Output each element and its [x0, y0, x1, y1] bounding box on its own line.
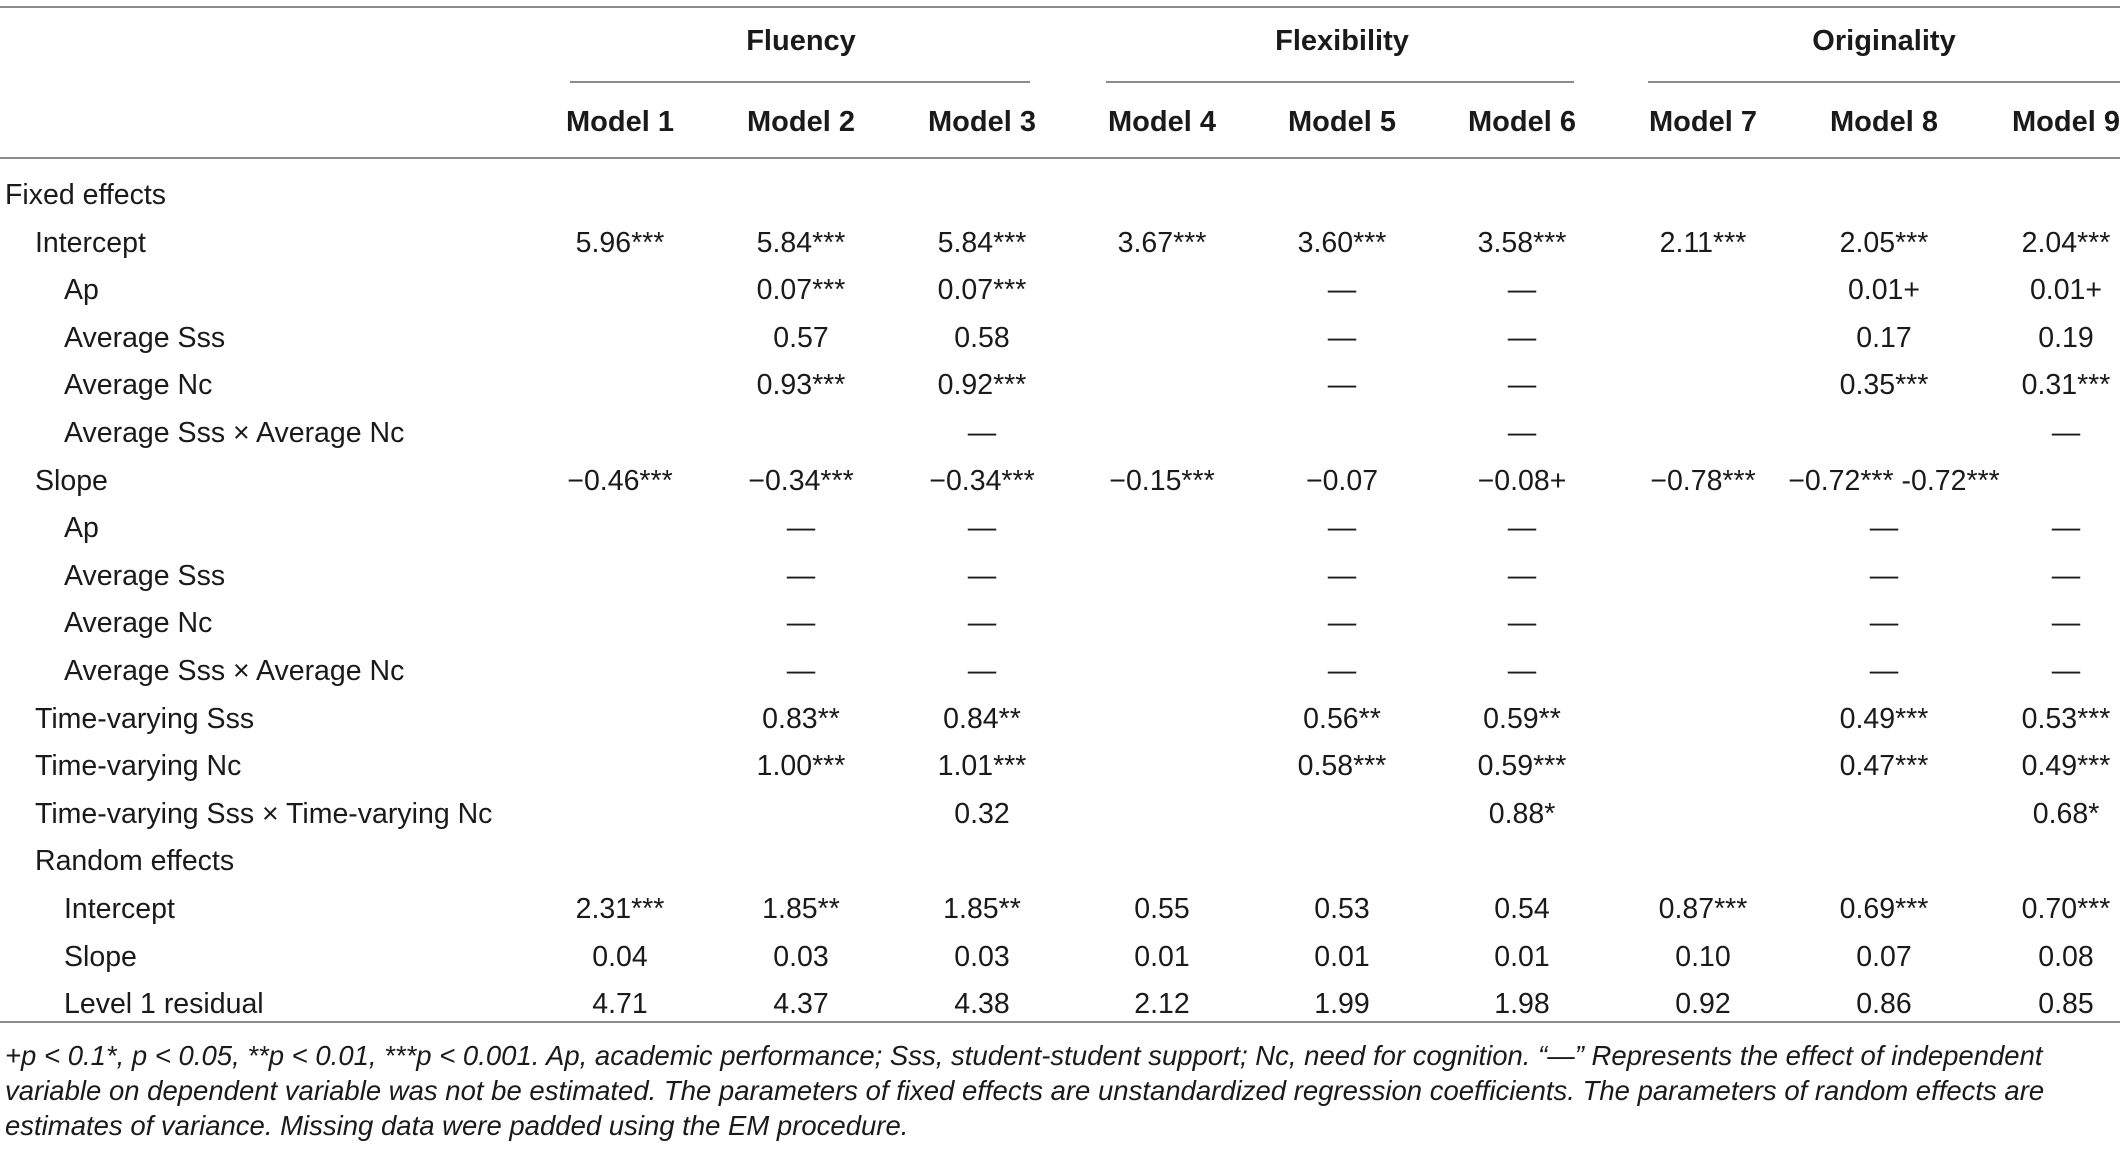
table-cell-model-3: 0.32: [954, 797, 1010, 830]
originality-group-line: [1648, 81, 2120, 83]
row-label: Ap: [64, 274, 99, 307]
table-cell-model-8: 0.01+: [1847, 274, 1921, 307]
table-cell-model-5: 3.60***: [1297, 226, 1387, 259]
table-cell-model-5: —: [1327, 559, 1357, 592]
row-label: Ap: [64, 512, 99, 545]
row-label: Average Sss: [64, 559, 226, 592]
table-cell-model-6: —: [1507, 559, 1537, 592]
table-cell-model-6: —: [1507, 607, 1537, 640]
table-cell-model-2: —: [786, 655, 816, 687]
model-header-5: Model 5: [1288, 106, 1396, 138]
table-cell-model-8: 0.35***: [1839, 369, 1929, 402]
table-cell-model-5: 0.58***: [1297, 750, 1387, 783]
table-cell-model-3: —: [967, 655, 997, 687]
table-cell-model-6: 0.54: [1494, 893, 1550, 925]
row-label: Average Sss: [64, 321, 226, 354]
table-cell-model-2: 0.07***: [756, 274, 846, 307]
table-cell-model-9: 0.68*: [2032, 797, 2100, 830]
table-cell-model-9: 0.70***: [2021, 893, 2111, 925]
table-cell-model-9: —: [2051, 607, 2081, 640]
table-top-rule: [0, 6, 2120, 8]
table-bottom-rule: [0, 1021, 2120, 1023]
table-cell-model-8: 0.86: [1856, 988, 1912, 1021]
table-cell-model-8: —: [1869, 512, 1899, 545]
table-cell-model-2: 1.85**: [762, 893, 840, 925]
table-cell-model-5: —: [1327, 512, 1357, 545]
table-cell-model-8: —: [1869, 607, 1899, 640]
table-cell-model-3: 4.38: [954, 988, 1010, 1021]
table-cell-model-2: —: [786, 559, 816, 592]
table-cell-model-9: 0.31***: [2021, 369, 2111, 402]
table-cell-model-9: —: [2051, 655, 2081, 687]
row-label: Average Nc: [64, 369, 213, 402]
row-label: Time-varying Nc: [35, 750, 242, 783]
table-cell-model-3: 1.85**: [943, 893, 1021, 925]
table-cell-model-7: 2.11***: [1659, 226, 1747, 259]
table-cell-model-2: 4.37: [773, 988, 829, 1021]
table-cell-model-5: 1.99: [1314, 988, 1370, 1021]
table-cell-model-6: —: [1507, 512, 1537, 545]
table-cell-model-3: 1.01***: [937, 750, 1027, 783]
table-cell-model-9: —: [2051, 417, 2081, 449]
table-cell-model-5: 0.53: [1314, 893, 1370, 925]
table-cell-model-8: 0.07: [1856, 940, 1912, 973]
table-cell-model-7: 0.87***: [1658, 893, 1748, 925]
table-cell-model-2: 0.57: [773, 321, 829, 354]
table-cell-model-3: 0.58: [954, 321, 1010, 354]
row-label: Time-varying Sss × Time-varying Nc: [35, 797, 493, 830]
table-cell-model-1: −0.46***: [567, 464, 673, 497]
table-cell-model-6: 0.59**: [1483, 702, 1561, 735]
table-cell-model-1: 4.71: [592, 988, 648, 1021]
table-cell-model-2: 5.84***: [756, 226, 846, 259]
flexibility-group-line: [1106, 81, 1574, 83]
row-label: Average Sss × Average Nc: [64, 417, 405, 449]
table-cell-model-4: 0.01: [1134, 940, 1190, 973]
model-header-7: Model 7: [1649, 106, 1757, 138]
table-cell-model-6: 0.88*: [1488, 797, 1556, 830]
table-footnote: +p < 0.1*, p < 0.05, **p < 0.01, ***p < 0.001. Ap, academic performance; Sss, student-student support; Nc, need for cognition. “—” Represents the effect of independent variable on dependent variable was not be estimated. The parameters of fixed effects are unstandardized regression coefficients. The parameters of random effects are estimates of variance. Missing data were padded using the EM procedure.: [5, 1040, 2045, 1141]
table-cell-model-2: —: [786, 512, 816, 545]
table-cell-model-8: 0.47***: [1839, 750, 1929, 783]
table-cell-model-9: 0.08: [2038, 940, 2094, 973]
table-cell-model-9: 0.49***: [2021, 750, 2111, 783]
model-header-4: Model 4: [1108, 106, 1216, 138]
row-label: Average Sss × Average Nc: [64, 655, 405, 687]
table-cell-model-2: 0.83**: [762, 702, 840, 735]
table-cell-model-8: 0.17: [1856, 321, 1912, 354]
group-header-originality: Originality: [1812, 25, 1956, 57]
table-cell-model-5: —: [1327, 369, 1357, 402]
table-cell-model-9: 2.04***: [2021, 226, 2111, 259]
table-cell-model-1: 0.04: [592, 940, 648, 973]
table-cell-model-2: —: [786, 607, 816, 640]
header-bottom-rule: [0, 157, 2120, 159]
table-cell-model-3: 0.03: [954, 940, 1010, 973]
table-cell-model-8: −0.72*** -0.72***: [1788, 464, 2000, 497]
table-cell-model-2: 0.93***: [756, 369, 846, 402]
model-header-8: Model 8: [1830, 106, 1938, 138]
table-cell-model-8: 0.69***: [1839, 893, 1929, 925]
table-cell-model-5: —: [1327, 274, 1357, 307]
table-cell-model-8: —: [1869, 559, 1899, 592]
table-cell-model-9: 0.53***: [2021, 702, 2111, 735]
table-cell-model-9: 0.01+: [2029, 274, 2103, 307]
table-cell-model-6: −0.08+: [1477, 464, 1567, 497]
table-cell-model-8: 0.49***: [1839, 702, 1929, 735]
table-cell-model-7: 0.92: [1675, 988, 1731, 1021]
table-cell-model-6: 0.59***: [1477, 750, 1567, 783]
table-cell-model-3: 0.92***: [937, 369, 1027, 402]
table-cell-model-9: 0.19: [2038, 321, 2094, 354]
table-cell-model-6: 1.98: [1494, 988, 1550, 1021]
row-label: Level 1 residual: [64, 988, 264, 1021]
row-label: Slope: [64, 940, 137, 973]
table-cell-model-5: —: [1327, 655, 1357, 687]
table-cell-model-6: —: [1507, 369, 1537, 402]
table-cell-model-3: —: [967, 559, 997, 592]
table-cell-model-4: 3.67***: [1117, 226, 1207, 259]
table-cell-model-6: —: [1507, 655, 1537, 687]
table-cell-model-7: 0.10: [1675, 940, 1731, 973]
table-cell-model-3: 0.07***: [937, 274, 1027, 307]
model-header-6: Model 6: [1468, 106, 1576, 138]
table-cell-model-1: 2.31***: [575, 893, 665, 925]
table-cell-model-9: 0.85: [2038, 988, 2094, 1021]
table-cell-model-6: —: [1507, 321, 1537, 354]
table-cell-model-3: —: [967, 417, 997, 449]
row-label: Average Nc: [64, 607, 213, 640]
table-cell-model-5: —: [1327, 607, 1357, 640]
table-cell-model-9: —: [2051, 559, 2081, 592]
row-label: Intercept: [64, 893, 175, 925]
group-header-fluency: Fluency: [746, 25, 856, 57]
row-label: Intercept: [35, 226, 146, 259]
table-cell-model-5: 0.56**: [1303, 702, 1381, 735]
model-header-1: Model 1: [566, 106, 674, 138]
table-cell-model-6: 3.58***: [1477, 226, 1567, 259]
table-cell-model-3: −0.34***: [929, 464, 1035, 497]
row-label: Fixed effects: [5, 179, 167, 211]
table-cell-model-5: −0.07: [1305, 464, 1379, 497]
group-header-flexibility: Flexibility: [1275, 25, 1409, 57]
table-cell-model-2: 0.03: [773, 940, 829, 973]
table-cell-model-1: 5.96***: [575, 226, 665, 259]
table-cell-model-3: —: [967, 512, 997, 545]
table-cell-model-4: 2.12: [1134, 988, 1190, 1021]
table-cell-model-8: —: [1869, 655, 1899, 687]
table-cell-model-4: −0.15***: [1109, 464, 1215, 497]
table-cell-model-9: —: [2051, 512, 2081, 545]
table-cell-model-6: —: [1507, 417, 1537, 449]
table-cell-model-2: 1.00***: [756, 750, 846, 783]
table-cell-model-6: 0.01: [1494, 940, 1550, 973]
table-cell-model-7: −0.78***: [1650, 464, 1756, 497]
table-cell-model-3: 0.84**: [943, 702, 1021, 735]
row-label: Time-varying Sss: [35, 702, 255, 735]
table-cell-model-3: 5.84***: [937, 226, 1027, 259]
table-cell-model-8: 2.05***: [1839, 226, 1929, 259]
table-cell-model-5: —: [1327, 321, 1357, 354]
row-label: Slope: [35, 464, 108, 497]
model-header-2: Model 2: [747, 106, 855, 138]
table-cell-model-3: —: [967, 607, 997, 640]
table-cell-model-2: −0.34***: [748, 464, 854, 497]
table-cell-model-4: 0.55: [1134, 893, 1190, 925]
table-cell-model-5: 0.01: [1314, 940, 1370, 973]
row-label: Random effects: [35, 845, 235, 878]
model-header-9: Model 9: [2012, 106, 2120, 138]
fluency-group-line: [570, 81, 1030, 83]
model-header-3: Model 3: [928, 106, 1036, 138]
table-cell-model-6: —: [1507, 274, 1537, 307]
